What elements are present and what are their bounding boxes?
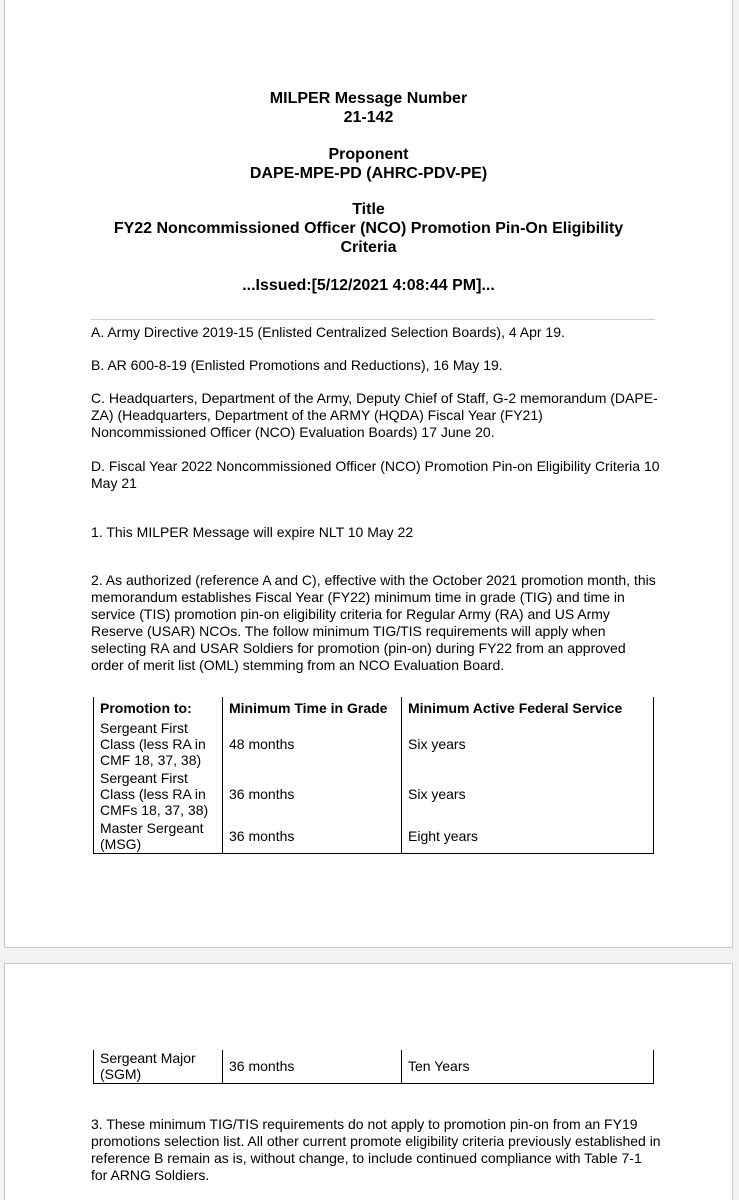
table-cell-service: Six years [402,719,654,769]
title-label: Title [352,201,385,218]
issued-date: ...Issued:[5/12/2021 4:08:44 PM]... [242,277,495,294]
column-header-federal-service: Minimum Active Federal Service [402,697,654,719]
document-title-line-1: FY22 Noncommissioned Officer (NCO) Promotion Pin-On Eligibility [113,220,624,237]
table-cell-tig: 36 months [223,819,402,853]
column-header-time-in-grade: Minimum Time in Grade [223,697,402,719]
requirements-table [93,697,654,854]
table-cell-service: Ten Years [402,1050,654,1083]
table-row [94,769,654,819]
table-cell-rank: Master Sergeant (MSG) [94,819,223,853]
requirements-table-continued [93,1050,654,1084]
reference-a: A. Army Directive 2019-15 (Enlisted Centralized Selection Boards), 4 Apr 19. [91,324,565,340]
document-page-2 [4,963,733,1200]
table-cell-rank: Sergeant First Class (less RA in CMFs 18, 37, 38) [94,769,223,819]
table-cell-service: Six years [402,769,654,819]
paragraph-2: 2. As authorized (reference A and C), effective with the October 2021 promotion month, this memorandum establishes Fiscal Year (FY22) minimum time in grade (TIG) and time in service (TIS) promotion pin-on eligibility criteria for Regular Army (RA) and US Army Reserve (USAR) NCOs. The follow minimum TIG/TIS requirements will apply when selecting RA and USAR Soldiers for promotion (pin-on) during FY22 from an approved order of merit list (OML) stemming from an NCO Evaluation Board. [91,572,656,673]
reference-d: D. Fiscal Year 2022 Noncommissioned Officer (NCO) Promotion Pin-on Eligibility Criteria 10 May 21 [91,458,660,491]
reference-c: C. Headquarters, Department of the Army, Deputy Chief of Staff, G-2 memorandum (DAPE-ZA) (Headquarters, Department of the ARMY (HQDA) Fiscal Year (FY21) Noncommissioned Officer (NCO) Evaluation Boards) 17 June 20. [91,390,658,440]
table-cell-tig: 48 months [223,719,402,769]
document-title-line-2: Criteria [340,239,397,256]
table-cell-rank: Sergeant First Class (less RA in CMF 18, 37, 38) [94,719,223,769]
table-cell-service: Eight years [402,819,654,853]
table-row [94,719,654,769]
column-header-promotion: Promotion to: [94,697,223,719]
table-row [94,1050,654,1083]
table-cell-tig: 36 months [223,769,402,819]
table-cell-tig: 36 months [223,1050,402,1083]
message-number-label: MILPER Message Number [269,90,468,107]
document-page-1 [4,0,733,948]
table-header-row [94,697,654,719]
proponent-label: Proponent [328,146,409,163]
table-row [94,819,654,853]
table-cell-rank: Sergeant Major (SGM) [94,1050,223,1083]
message-number: 21-142 [343,109,394,126]
reference-b: B. AR 600-8-19 (Enlisted Promotions and Reductions), 16 May 19. [91,357,503,373]
proponent: DAPE-MPE-PD (AHRC-PDV-PE) [249,165,488,182]
paragraph-1: 1. This MILPER Message will expire NLT 10 May 22 [91,524,414,540]
divider [91,319,655,320]
paragraph-3: 3. These minimum TIG/TIS requirements do not apply to promotion pin-on from an FY19 promotions selection list. All other current promote eligibility criteria previously established in reference B remain as is, without change, to include continued compliance with Table 7-1 for ARNG Soldiers. [91,1116,661,1183]
